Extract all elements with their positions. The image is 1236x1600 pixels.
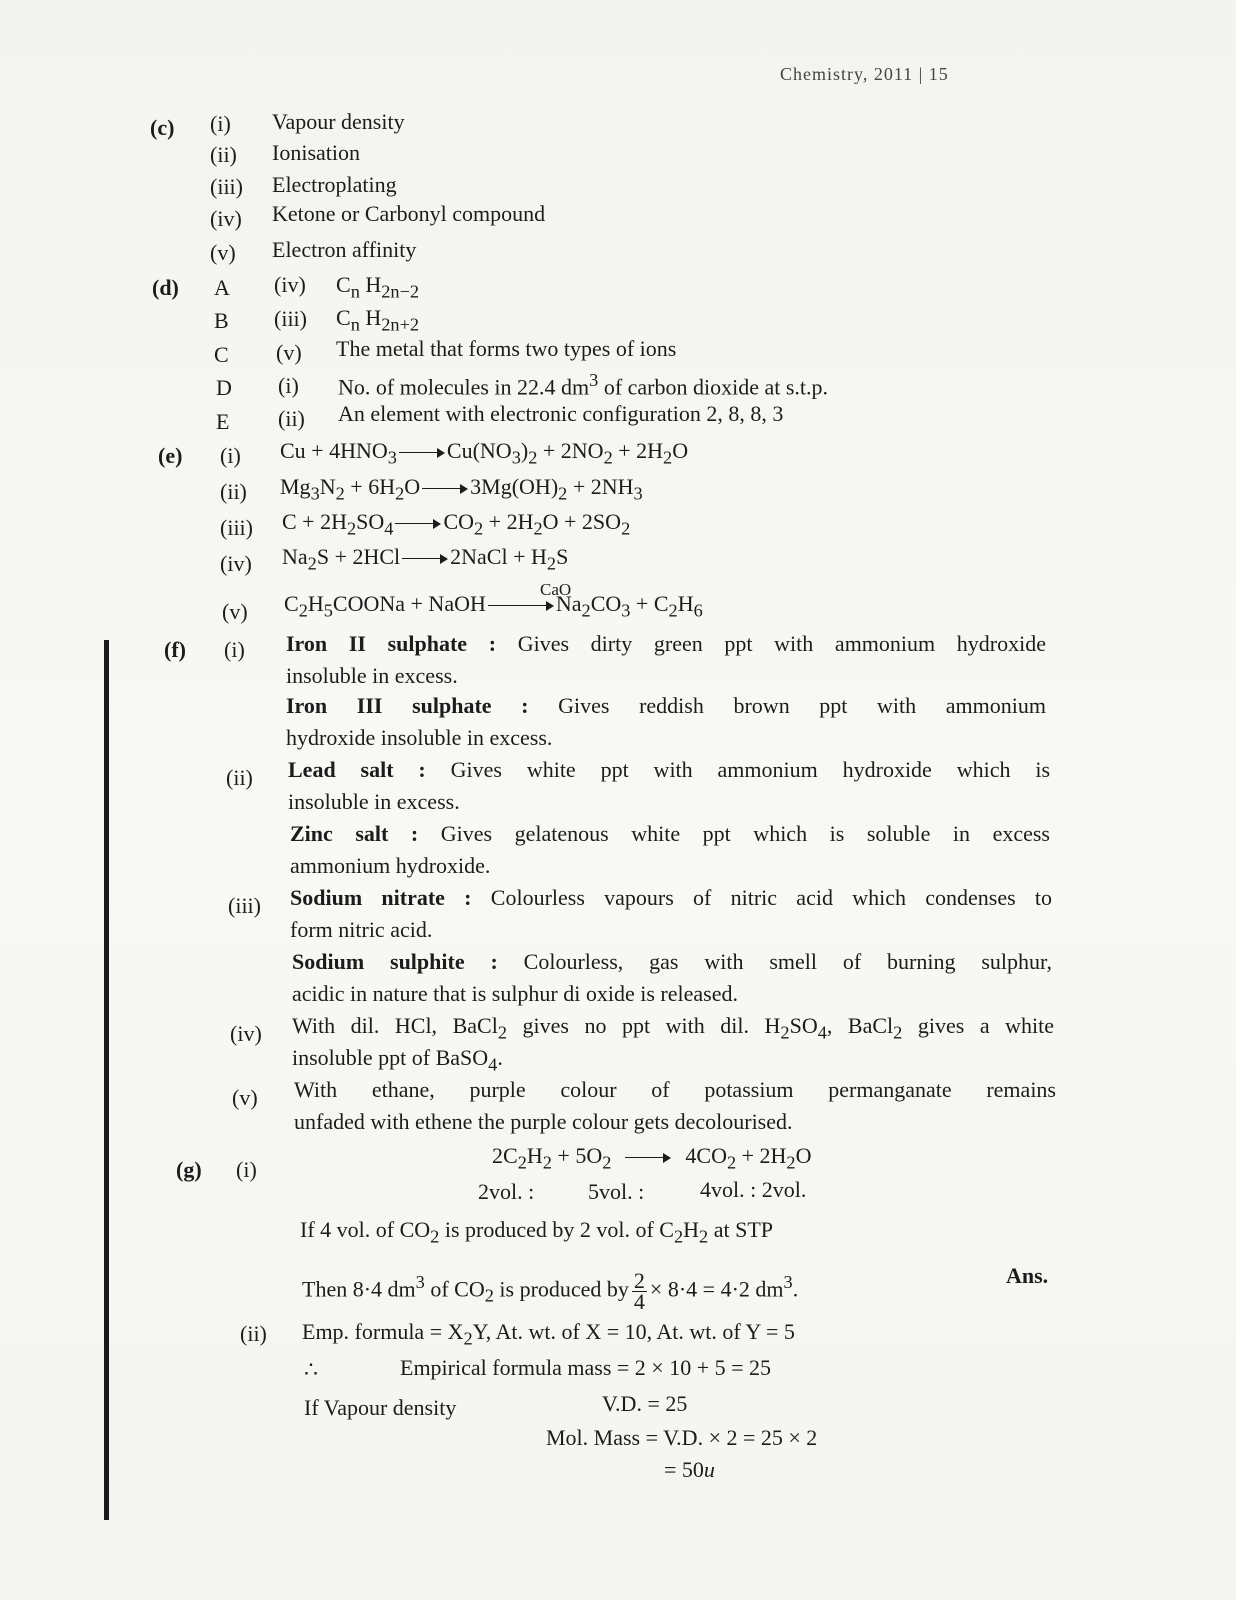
answer-text: Ionisation [272, 140, 360, 165]
answer-text: Zinc salt : Gives gelatenous white ppt which is soluble in excess [290, 821, 1050, 846]
answer-text: Empirical formula mass = 2 × 10 + 5 = 25 [400, 1355, 772, 1380]
match-letter: C [214, 342, 229, 367]
match-number: (i) [278, 373, 299, 398]
binding-edge [104, 640, 109, 1520]
answer-text: V.D. = 25 [602, 1391, 688, 1416]
answer-text: ammonium hydroxide. [290, 853, 491, 878]
match-number: (iv) [274, 272, 306, 297]
answer-text: Mol. Mass = V.D. × 2 = 25 × 2 [546, 1425, 818, 1450]
answer-text: Electroplating [272, 172, 397, 197]
answer-text: Iron III sulphate : Gives reddish brown ppt with ammonium [286, 693, 1046, 718]
item-number: (i) [224, 637, 245, 662]
item-number: (v) [232, 1085, 258, 1110]
item-number: (iv) [230, 1021, 262, 1046]
equation: $C + 2H_2SO_4$ $CO_2 + 2H_2O + 2SO_2$ [282, 509, 631, 539]
item-number: (ii) [226, 765, 253, 790]
match-formula: $C_n$ $H_{2n-2}$ [336, 272, 420, 302]
match-letter: E [216, 409, 230, 434]
match-number: (iii) [274, 306, 307, 331]
answer-text: form nitric acid. [290, 917, 433, 942]
answer-text: With dil. HCl, BaCl$_2$ gives no ppt with dil. $H_2SO_4$, BaCl$_2$ gives a white [292, 1013, 1054, 1043]
match-number: (v) [276, 340, 302, 365]
item-number: (ii) [240, 1321, 267, 1346]
item-number: (iii) [210, 174, 243, 199]
match-number: (ii) [278, 406, 305, 431]
equation: $Na_2S + 2HCl$ 2NaCl + $H_2S$ [282, 544, 569, 574]
question-label-d: (d) [152, 275, 179, 300]
match-letter: D [216, 375, 232, 400]
answer-text: Emp. formula = $X_2Y$, At. wt. of X = 10, At. wt. of Y = 5 [302, 1319, 795, 1349]
answer-text: If 4 vol. of $CO_2$ is produced by 2 vol. of $C_2H_2$ at STP [300, 1217, 774, 1247]
volume-ratio: 5vol. : [588, 1179, 645, 1204]
question-label-e: (e) [158, 443, 183, 468]
item-number: (iii) [228, 893, 261, 918]
answer-text: insoluble ppt of BaSO$_4$. [292, 1045, 503, 1075]
equation: $Cu + 4HNO_3$ $Cu(NO_3)_2 + 2NO_2 + 2H_2O$ [280, 438, 689, 468]
item-number: (ii) [210, 142, 237, 167]
answer-text: With ethane, purple colour of potassium permanganate remains [294, 1077, 1056, 1102]
match-letter: A [214, 275, 230, 300]
answer-text: hydroxide insoluble in excess. [286, 725, 553, 750]
answer-text: If Vapour density [304, 1395, 457, 1420]
item-number: (v) [222, 599, 248, 624]
match-text: The metal that forms two types of ions [336, 336, 677, 361]
answer-text: insoluble in excess. [288, 789, 460, 814]
item-number: (v) [210, 240, 236, 265]
item-number: (i) [210, 111, 231, 136]
question-label-c: (c) [150, 115, 175, 140]
answer-text: Lead salt : Gives white ppt with ammonium hydroxide which is [288, 757, 1051, 782]
ans-marker: Ans. [1006, 1263, 1049, 1288]
volume-ratio: 4vol. : 2vol. [700, 1177, 807, 1202]
therefore-symbol: ∴ [304, 1357, 318, 1382]
match-text: An element with electronic configuration 2, 8, 8, 3 [338, 401, 784, 426]
answer-text: Sodium sulphite : Colourless, gas with smell of burning sulphur, [292, 949, 1052, 974]
answer-text: = 50u [664, 1457, 715, 1482]
match-text: No. of molecules in 22.4 $dm^3$ of carbon dioxide at s.t.p. [338, 370, 829, 400]
answer-text: insoluble in excess. [286, 663, 458, 688]
item-number: (i) [220, 443, 241, 468]
answer-text: unfaded with ethene the purple colour gets decolourised. [294, 1109, 793, 1134]
answer-text: Ketone or Carbonyl compound [272, 201, 546, 226]
answer-text: Sodium nitrate : Colourless vapours of nitric acid which condenses to [290, 885, 1053, 910]
answer-text: acidic in nature that is sulphur di oxide is released. [292, 981, 738, 1006]
question-label-f: (f) [164, 637, 186, 662]
answer-text: Iron II sulphate : Gives dirty green ppt with ammonium hydroxide [286, 631, 1046, 656]
equation: $Mg_3N_2 + 6H_2O$ $3Mg(OH)_2 + 2NH_3$ [280, 474, 643, 504]
answer-text: Then 8·4 $dm^3$ of $CO_2$ is produced by $\frac{2}{4}$ × 8·4 = 4·2 $dm^3$. [302, 1267, 799, 1314]
item-number: (i) [236, 1157, 257, 1182]
match-letter: B [214, 308, 229, 333]
equation: $2C_2H_2 + 5O_2$ $4CO_2 + 2H_2O$ [492, 1143, 812, 1173]
item-number: (iv) [220, 551, 252, 576]
item-number: (ii) [220, 479, 247, 504]
equation: $C_2H_5COONa$ + NaOH $Na_2CO_3 + C_2H_6$ [284, 591, 703, 621]
item-number: (iv) [210, 206, 242, 231]
running-header: Chemistry, 2011 | 15 [780, 64, 949, 84]
question-label-g: (g) [176, 1157, 202, 1182]
answer-text: Vapour density [272, 109, 405, 134]
item-number: (iii) [220, 515, 253, 540]
volume-ratio: 2vol. : [478, 1179, 535, 1204]
reaction-condition: CaO [540, 580, 572, 599]
match-formula: $C_n$ $H_{2n+2}$ [336, 305, 420, 335]
answer-text: Electron affinity [272, 237, 417, 262]
